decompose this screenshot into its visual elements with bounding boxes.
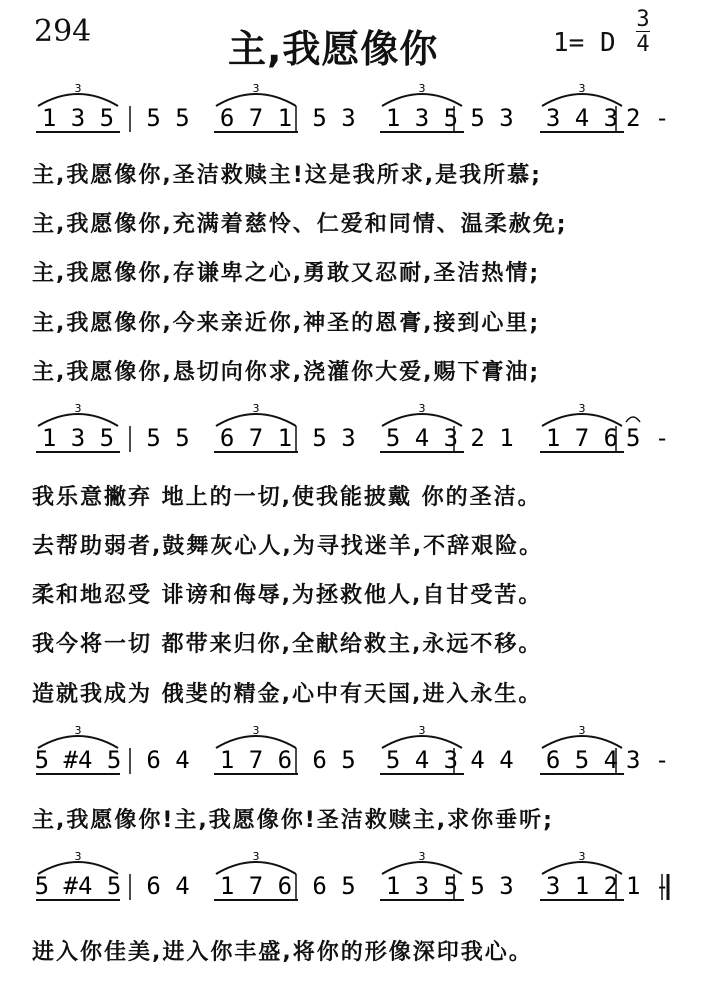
quarter-notes: 5 3 xyxy=(312,104,356,132)
triplet-number: 3 xyxy=(578,850,586,863)
verse-5-line-b: 造就我成为 俄斐的精金,心中有天国,进入永生。 xyxy=(32,682,543,707)
notation-svg xyxy=(34,400,674,456)
triplet-notes: 3 4 3 xyxy=(545,104,619,132)
verse-2-line-b: 去帮助弱者,鼓舞灰心人,为寻找迷羊,不辞艰险。 xyxy=(32,534,544,559)
triplet-number: 3 xyxy=(74,82,82,95)
triplet-notes: 1 7 6 xyxy=(219,746,293,774)
triplet-notes: 5 4 3 xyxy=(385,424,459,452)
triplet-number: 3 xyxy=(418,82,426,95)
notation-system-3 xyxy=(34,722,674,778)
notation-system-4 xyxy=(34,848,674,904)
triplet-notes: 1 3 5 xyxy=(385,872,459,900)
ending-notes: 1 - xyxy=(626,872,670,900)
triplet-number: 3 xyxy=(252,850,260,863)
verse-1-line-a: 主,我愿像你,圣洁救赎主!这是我所求,是我所慕; xyxy=(32,163,542,188)
triplet-number: 3 xyxy=(418,724,426,737)
fermata xyxy=(626,417,640,422)
verse-2-line-a: 主,我愿像你,充满着慈怜、仁爱和同情、温柔赦免; xyxy=(32,212,568,237)
triplet-notes: 5 #4 5 xyxy=(34,746,122,774)
triplet-number: 3 xyxy=(418,850,426,863)
triplet-number: 3 xyxy=(252,724,260,737)
quarter-notes: 5 3 xyxy=(470,104,514,132)
triplet-number: 3 xyxy=(418,402,426,415)
quarter-notes: 6 5 xyxy=(312,746,356,774)
verse-3-line-a: 主,我愿像你,存谦卑之心,勇敢又忍耐,圣洁热情; xyxy=(32,261,541,286)
triplet-number: 3 xyxy=(578,724,586,737)
hymn-number: 294 xyxy=(34,14,92,49)
triplet-notes: 3 1 2 xyxy=(545,872,619,900)
ending-notes: 3 - xyxy=(626,746,670,774)
ending-notes: 2 - xyxy=(626,104,670,132)
triplet-number: 3 xyxy=(74,850,82,863)
triplet-notes: 5 4 3 xyxy=(385,746,459,774)
notation-system-2 xyxy=(34,400,674,456)
quarter-notes: 6 4 xyxy=(146,746,190,774)
verse-4-line-b: 我今将一切 都带来归你,全献给救主,永远不移。 xyxy=(32,632,543,657)
triplet-notes: 1 3 5 xyxy=(41,424,115,452)
notation-svg xyxy=(34,80,674,136)
quarter-notes: 5 5 xyxy=(146,424,190,452)
verse-3-line-b: 柔和地忍受 诽谤和侮辱,为拯救他人,自甘受苦。 xyxy=(32,583,543,608)
notation-svg xyxy=(34,722,674,778)
refrain-line-1: 主,我愿像你!主,我愿像你!圣洁救赎主,求你垂听; xyxy=(32,808,554,833)
triplet-number: 3 xyxy=(74,724,82,737)
triplet-notes: 6 7 1 xyxy=(219,424,293,452)
triplet-number: 3 xyxy=(578,82,586,95)
notation-system-1 xyxy=(34,80,674,136)
key-signature: 1= D xyxy=(553,28,616,58)
quarter-notes: 2 1 xyxy=(470,424,514,452)
triplet-number: 3 xyxy=(252,402,260,415)
triplet-notes: 6 5 4 xyxy=(545,746,619,774)
verse-5-line-a: 主,我愿像你,恳切向你求,浇灌你大爱,赐下膏油; xyxy=(32,360,541,385)
triplet-notes: 1 7 6 xyxy=(545,424,619,452)
quarter-notes: 4 4 xyxy=(470,746,514,774)
ending-notes: 5 - xyxy=(626,424,670,452)
triplet-number: 3 xyxy=(74,402,82,415)
notation-svg xyxy=(34,848,674,904)
triplet-notes: 1 7 6 xyxy=(219,872,293,900)
quarter-notes: 6 5 xyxy=(312,872,356,900)
quarter-notes: 6 4 xyxy=(146,872,190,900)
time-signature-top: 3 xyxy=(636,7,650,32)
quarter-notes: 5 5 xyxy=(146,104,190,132)
triplet-number: 3 xyxy=(252,82,260,95)
triplet-number: 3 xyxy=(578,402,586,415)
verse-1-line-b: 我乐意撇弃 地上的一切,使我能披戴 你的圣洁。 xyxy=(32,485,542,510)
time-signature xyxy=(636,8,650,56)
triplet-notes: 5 #4 5 xyxy=(34,872,122,900)
refrain-line-2: 进入你佳美,进入你丰盛,将你的形像深印我心。 xyxy=(32,940,533,965)
verse-4-line-a: 主,我愿像你,今来亲近你,神圣的恩膏,接到心里; xyxy=(32,311,541,336)
quarter-notes: 5 3 xyxy=(312,424,356,452)
triplet-notes: 1 3 5 xyxy=(41,104,115,132)
quarter-notes: 5 3 xyxy=(470,872,514,900)
hymn-title: 主,我愿像你 xyxy=(228,27,439,71)
triplet-notes: 1 3 5 xyxy=(385,104,459,132)
time-signature-bottom: 4 xyxy=(636,32,650,57)
triplet-notes: 6 7 1 xyxy=(219,104,293,132)
